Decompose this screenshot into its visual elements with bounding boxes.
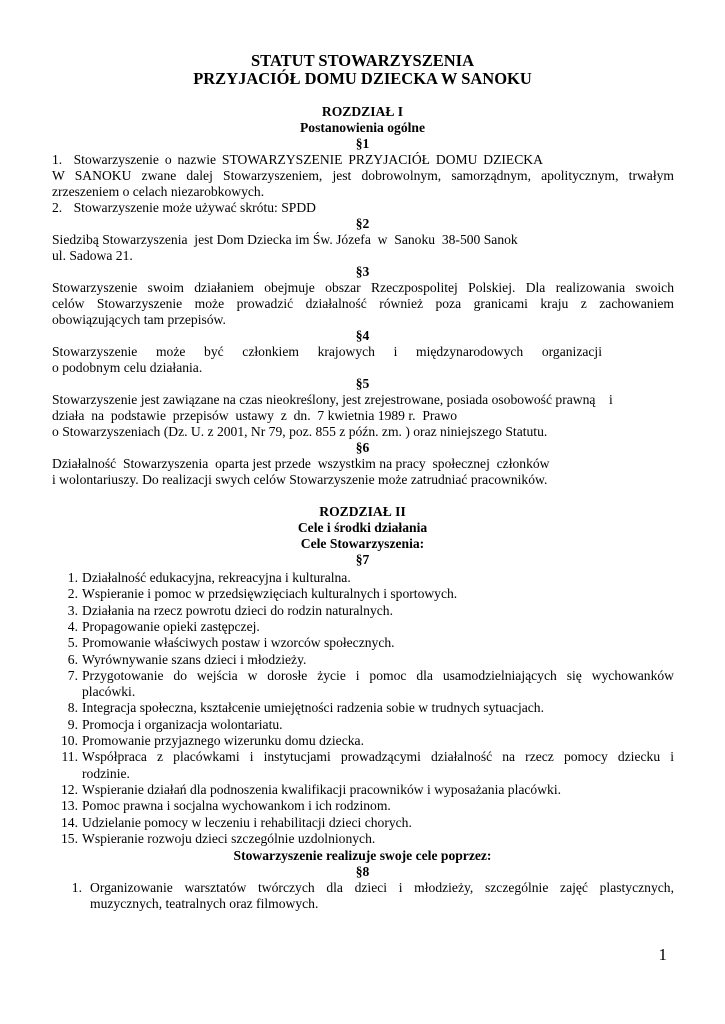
s1-p1-number: 1. (52, 152, 63, 167)
goal-item-text: Promocja i organizacja wolontariatu. (82, 716, 283, 732)
s1-p2-number: 2. (52, 200, 63, 215)
goal-item-number: 6. (67, 651, 78, 667)
goal-item-text: Wyrównywanie szans dzieci i młodzieży. (82, 651, 307, 667)
goal-item-text: Działania na rzecz powrotu dzieci do rodzin naturalnych. (82, 602, 394, 618)
s1-p1-line-1 (52, 152, 674, 168)
goal-item-number: 10. (61, 733, 78, 748)
goal-item-number: 8. (67, 700, 78, 716)
goal-item-number: 4. (67, 618, 78, 634)
goal-item-text: Propagowanie opieki zastępczej. (82, 618, 260, 634)
goal-item-number: 5. (67, 635, 78, 651)
s2-line-1: Siedzibą Stowarzyszenia jest Dom Dziecka im Św. Józefa w Sanoku 38-500 Sanok (52, 232, 518, 247)
s2-line-2: ul. Sadowa 21. (52, 248, 133, 263)
goal-item-text: Udzielanie pomocy w leczeniu i rehabilitacji dzieci chorych. (82, 814, 412, 830)
goal-item-text: Współpraca z placówkami i instytucjami prowadzącymi działalność na rzecz pomocy dziecku i (82, 749, 674, 765)
goal-item-text: placówki. (82, 684, 136, 700)
section-mark-3: §3 (355, 264, 370, 279)
s5-line-1: Stowarzyszenie jest zawiązane na czas nieokreślony, jest zrejestrowane, posiada osobowość prawną i (52, 392, 613, 407)
document-title-line-1: STATUT STOWARZYSZENIA (251, 51, 474, 70)
means-item-text: Organizowanie warsztatów twórczych dla dzieci i młodzieży, szczególnie zajęć plastycznych, (90, 880, 674, 895)
goal-item-number: 14. (61, 814, 78, 830)
s3-line-2: celów Stowarzyszenie może prowadzić działalność również poza granicami kraju z zachowaniem (52, 296, 674, 311)
goal-item-number: 11. (61, 749, 78, 765)
s6-line-1: Działalność Stowarzyszenia oparta jest przede wszystkim na pracy społecznej członków (52, 456, 550, 471)
goal-item-text: Wspieranie rozwoju dzieci szczególnie uzdolnionych. (82, 830, 376, 846)
section-mark-6: §6 (355, 440, 370, 455)
section-mark-4: §4 (355, 328, 370, 343)
means-item-text: muzycznych, teatralnych oraz filmowych. (90, 896, 319, 912)
goals-heading: Cele Stowarzyszenia: (300, 536, 425, 551)
goal-item-text: Integracja społeczna, kształcenie umiejętności radzenia sobie w trudnych sytuacjach. (82, 700, 544, 716)
goal-item-number: 13. (61, 798, 78, 814)
chapter-2-subheading: Cele i środki działania (297, 520, 428, 535)
goal-item-number: 12. (61, 781, 78, 797)
goal-item-text: Działalność edukacyjna, rekreacyjna i kulturalna. (82, 570, 351, 585)
goal-item-number: 7. (67, 667, 78, 683)
goal-item-number: 1. (67, 570, 78, 585)
chapter-1-heading: ROZDZIAŁ I (321, 104, 404, 119)
section-mark-8: §8 (355, 864, 370, 879)
means-heading: Stowarzyszenie realizuje swoje cele poprzez: (233, 848, 492, 863)
s1-p2-line (52, 200, 674, 216)
goal-item-text: Wspieranie działań dla podnoszenia kwalifikacji pracowników i wyposażania placówki. (82, 781, 562, 797)
goal-item-text: Promowanie przyjaznego wizerunku domu dziecka. (82, 733, 364, 748)
s1-p2-text: Stowarzyszenie może używać skrótu: SPDD (73, 200, 316, 215)
s6-line-2: i wolontariuszy. Do realizacji swych celów Stowarzyszenie może zatrudniać pracowników. (52, 472, 548, 487)
s1-p1-line-3: zrzeszeniem o celach niezarobkowych. (52, 184, 265, 199)
section-mark-2: §2 (355, 216, 370, 231)
s3-line-1: Stowarzyszenie swoim działaniem obejmuje obszar Rzeczpospolitej Polskiej. Dla realizowania swoich (52, 280, 674, 295)
s3-line-3: obowiązujących tam przepisów. (52, 312, 226, 327)
section-mark-5: §5 (355, 376, 370, 391)
s1-p1-text: Stowarzyszenie o nazwie STOWARZYSZENIE PRZYJACIÓŁ DOMU DZIECKA (73, 152, 543, 167)
s4-line-1: Stowarzyszenie może być członkiem krajowych i międzynarodowych organizacji (52, 344, 602, 359)
s4-line-2: o podobnym celu działania. (52, 360, 203, 375)
goal-item-number: 2. (67, 586, 78, 602)
goal-item-text: rodzinie. (82, 765, 130, 781)
goal-item-number: 9. (67, 716, 78, 732)
goal-item-text: Promowanie właściwych postaw i wzorców społecznych. (82, 635, 395, 651)
means-item-number: 1. (71, 880, 82, 895)
section-mark-7: §7 (355, 552, 370, 567)
chapter-1-subheading: Postanowienia ogólne (300, 120, 425, 135)
goal-item-number: 3. (67, 602, 78, 618)
chapter-2-heading: ROZDZIAŁ II (319, 504, 406, 519)
goal-item-text: Pomoc prawna i socjalna wychowankom i ich rodzinom. (82, 798, 391, 814)
section-mark-1: §1 (355, 136, 370, 151)
goal-item-text: Przygotowanie do wejścia w dorosłe życie i pomoc dla usamodzielniających się wychowanków (82, 667, 674, 683)
goal-item-number: 15. (61, 830, 78, 846)
s5-line-2: działa na podstawie przepisów ustawy z dn. 7 kwietnia 1989 r. Prawo (52, 408, 458, 423)
document-title-line-2: PRZYJACIÓŁ DOMU DZIECKA W SANOKU (193, 69, 532, 88)
s5-line-3: o Stowarzyszeniach (Dz. U. z 2001, Nr 79, poz. 855 z późn. zm. ) oraz niniejszego Statutu. (52, 424, 548, 439)
page-number: 1 (658, 945, 667, 964)
goal-item-text: Wspieranie i pomoc w przedsięwzięciach kulturalnych i sportowych. (82, 586, 458, 602)
s1-p1-line-2: W SANOKU zwane dalej Stowarzyszeniem, jest dobrowolnym, samorządnym, apolitycznym, trwałym (52, 168, 674, 183)
